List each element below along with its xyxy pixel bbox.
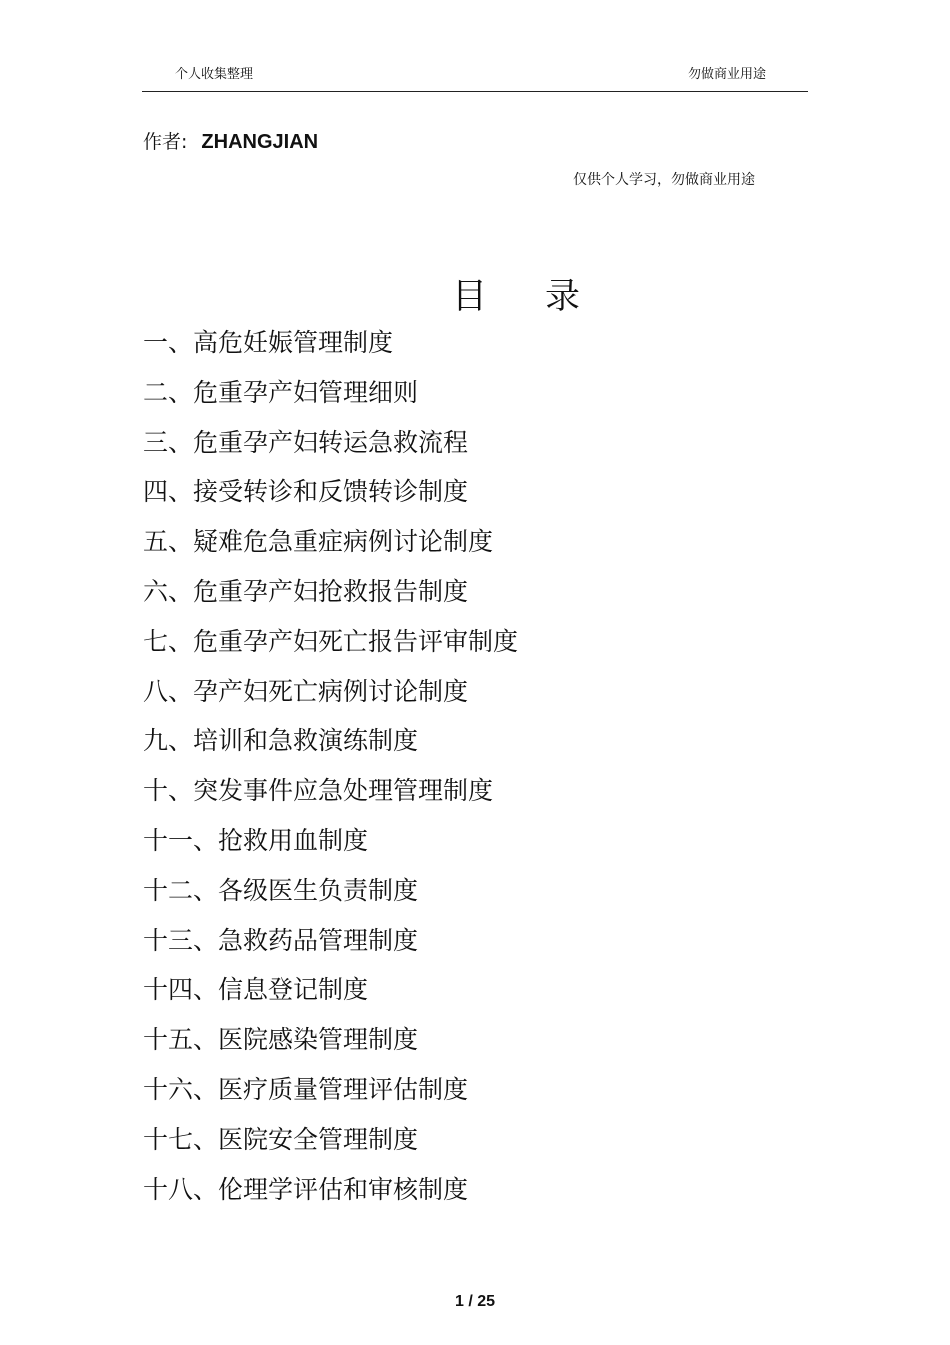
toc-item: 十二、各级医生负责制度: [143, 875, 419, 905]
toc-item: 十八、伦理学评估和审核制度: [143, 1174, 469, 1204]
toc-item: 十六、医疗质量管理评估制度: [143, 1074, 469, 1104]
toc-item: 十四、信息登记制度: [143, 975, 369, 1005]
author-name: ZHANGJIAN: [201, 131, 319, 153]
author-line: [143, 128, 318, 156]
toc-item: 六、危重孕产妇抢救报告制度: [143, 576, 469, 606]
toc-item: 四、接受转诊和反馈转诊制度: [143, 477, 469, 507]
toc-item: 三、危重孕产妇转运急救流程: [143, 427, 469, 457]
author-label: 作者:: [143, 131, 188, 153]
toc-item: 一、高危妊娠管理制度: [143, 328, 394, 357]
usage-disclaimer: 仅供个人学习，勿做商业用途: [573, 172, 755, 188]
running-header-left: 个人收集整理: [175, 67, 254, 82]
header-divider: [142, 91, 808, 92]
toc-item: 五、疑难危急重症病例讨论制度: [143, 527, 494, 557]
toc-item: 十、突发事件应急处理管理制度: [143, 776, 494, 806]
toc-item: 八、孕产妇死亡病例讨论制度: [143, 676, 469, 706]
toc-item: 七、危重孕产妇死亡报告评审制度: [143, 626, 519, 656]
running-header-right: 勿做商业用途: [688, 67, 767, 82]
table-of-contents: [143, 326, 518, 1222]
toc-title: 目录: [452, 277, 639, 317]
toc-item: 九、培训和急救演练制度: [143, 726, 419, 756]
toc-item: 十五、医院感染管理制度: [143, 1025, 419, 1055]
page-number: 1 / 25: [454, 1293, 496, 1310]
toc-item: 十七、医院安全管理制度: [143, 1124, 419, 1154]
toc-item: 十三、急救药品管理制度: [143, 925, 419, 955]
toc-item: 十一、抢救用血制度: [143, 825, 369, 855]
toc-item: 二、危重孕产妇管理细则: [143, 377, 419, 407]
